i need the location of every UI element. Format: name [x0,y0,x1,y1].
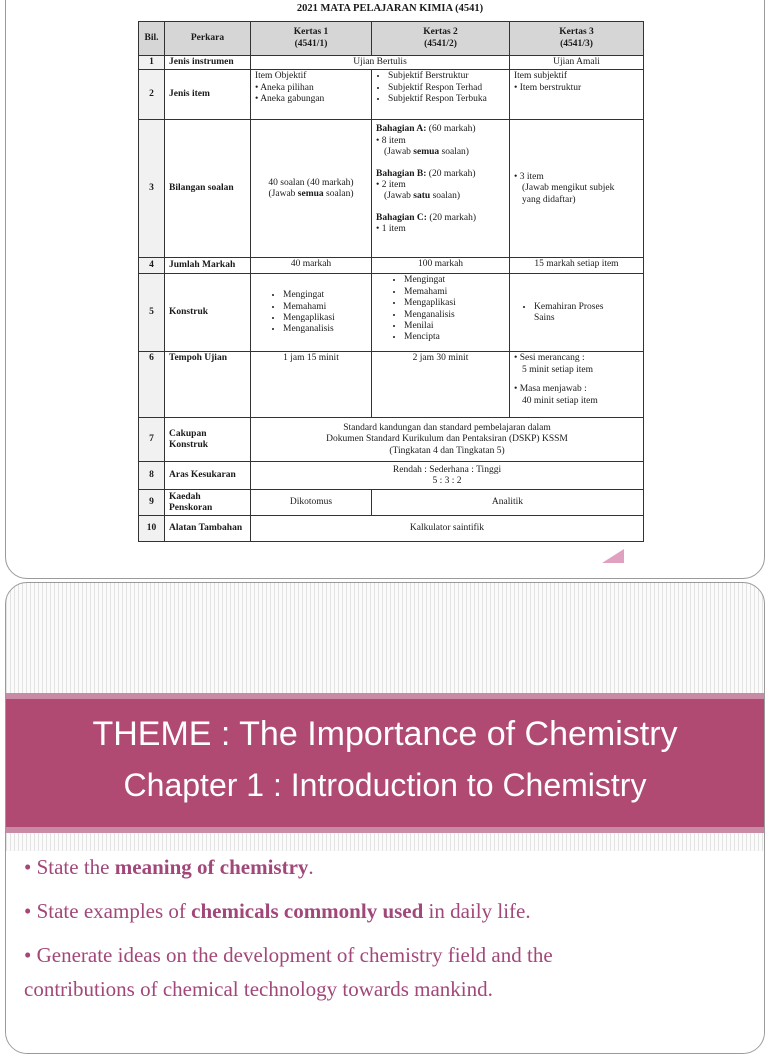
cell-all-papers: Rendah : Sederhana : Tinggi 5 : 3 : 2 [251,462,644,490]
row-label: Kaedah Penskoran [165,490,251,516]
table-row [139,274,644,352]
table-row [139,70,644,120]
row-label: Jumlah Markah [165,258,251,274]
table-row [139,120,644,258]
cell-kertas2: • Mengingat • Memahami • Mengaplikasi • Menganalisis • Menilai • Mencipta [372,274,510,352]
row-label: Alatan Tambahan [165,516,251,542]
table-row [139,462,644,490]
chapter-title: Chapter 1 : Introduction to Chemistry [123,767,647,803]
row-label: Jenis instrumen [165,56,251,70]
cell-kertas3: • Sesi merancang : 5 minit setiap item • Masa menjawab : 40 minit setiap item [510,352,644,418]
objective-item: • State the meaning of chemistry. [24,855,314,879]
row-label: Aras Kesukaran [165,462,251,490]
objective-item: • Generate ideas on the development of chemistry field and the contributions of chemical technology towards mankind. [24,943,553,1001]
row-label: Jenis item [165,70,251,120]
exam-format-table [138,21,644,542]
table-header-row [139,22,644,56]
row-label: Bilangan soalan [165,120,251,258]
cell-kertas3: • 3 item (Jawab mengikut subjek yang didaftar) [510,120,644,258]
cell-kertas2: Bahagian A: (60 markah) • 8 item (Jawab semua soalan) Bahagian B: (20 markah) • 2 item (Jawab satu soalan) Bahagian C: (20 markah) • 1 item [372,120,510,258]
table-row [139,490,644,516]
row-label: Cakupan Konstruk [165,418,251,462]
row-number: 7 [139,418,165,462]
cell-kertas1: • Mengingat • Memahami • Mengaplikasi • Menganalisis [251,274,372,352]
row-label: Konstruk [165,274,251,352]
title-band-bottom-edge [6,827,764,833]
header-kertas1: Kertas 1 (4541/1) [251,22,372,56]
row-number: 3 [139,120,165,258]
cell-kertas1: 40 soalan (40 markah) (Jawab semua soalan) [251,120,372,258]
header-perkara: Perkara [165,22,251,56]
cell-kertas1-2: Ujian Bertulis [251,56,510,70]
table-row [139,418,644,462]
cell-kertas2: 100 markah [372,258,510,274]
cell-kertas2-3: Analitik [372,490,644,516]
doc-title-line2: 2021 MATA PELAJARAN KIMIA (4541) [296,3,484,14]
learning-objectives [6,851,764,1053]
table-row [139,352,644,418]
cell-kertas1: 1 jam 15 minit [251,352,372,418]
corner-decoration [602,549,624,563]
cell-kertas3: Ujian Amali [510,56,644,70]
cell-kertas1: Item Objektif • Aneka pilihan • Aneka gabungan [251,70,372,120]
row-number: 1 [139,56,165,70]
cell-kertas3: 15 markah setiap item [510,258,644,274]
cell-all-papers: Standard kandungan dan standard pembelajaran dalam Dokumen Standard Kurikulum dan Pentaksiran (DSKP) KSSM (Tingkatan 4 dan Tingkatan 5) [251,418,644,462]
header-bil: Bil. [139,22,165,56]
table-row [139,258,644,274]
row-number: 4 [139,258,165,274]
cell-all-papers: Kalkulator saintifik [251,516,644,542]
cell-kertas2: • Subjektif Berstruktur • Subjektif Respon Terhad • Subjektif Respon Terbuka [372,70,510,120]
cell-kertas1: 40 markah [251,258,372,274]
cell-kertas1: Dikotomus [251,490,372,516]
slide-exam-format [5,0,765,579]
cell-kertas3: • Kemahiran Proses Sains [510,274,644,352]
objective-item: • State examples of chemicals commonly used in daily life. [24,899,531,923]
header-kertas2: Kertas 2 (4541/2) [372,22,510,56]
theme-title: THEME : The Importance of Chemistry [92,715,678,753]
row-number: 5 [139,274,165,352]
row-number: 6 [139,352,165,418]
table-row [139,516,644,542]
row-number: 8 [139,462,165,490]
cell-kertas2: 2 jam 30 minit [372,352,510,418]
cell-kertas3: Item subjektif • Item berstruktur [510,70,644,120]
row-number: 2 [139,70,165,120]
row-label: Tempoh Ujian [165,352,251,418]
row-number: 9 [139,490,165,516]
table-row [139,56,644,70]
row-number: 10 [139,516,165,542]
slide-chemistry-theme [5,582,765,1054]
header-kertas3: Kertas 3 (4541/3) [510,22,644,56]
